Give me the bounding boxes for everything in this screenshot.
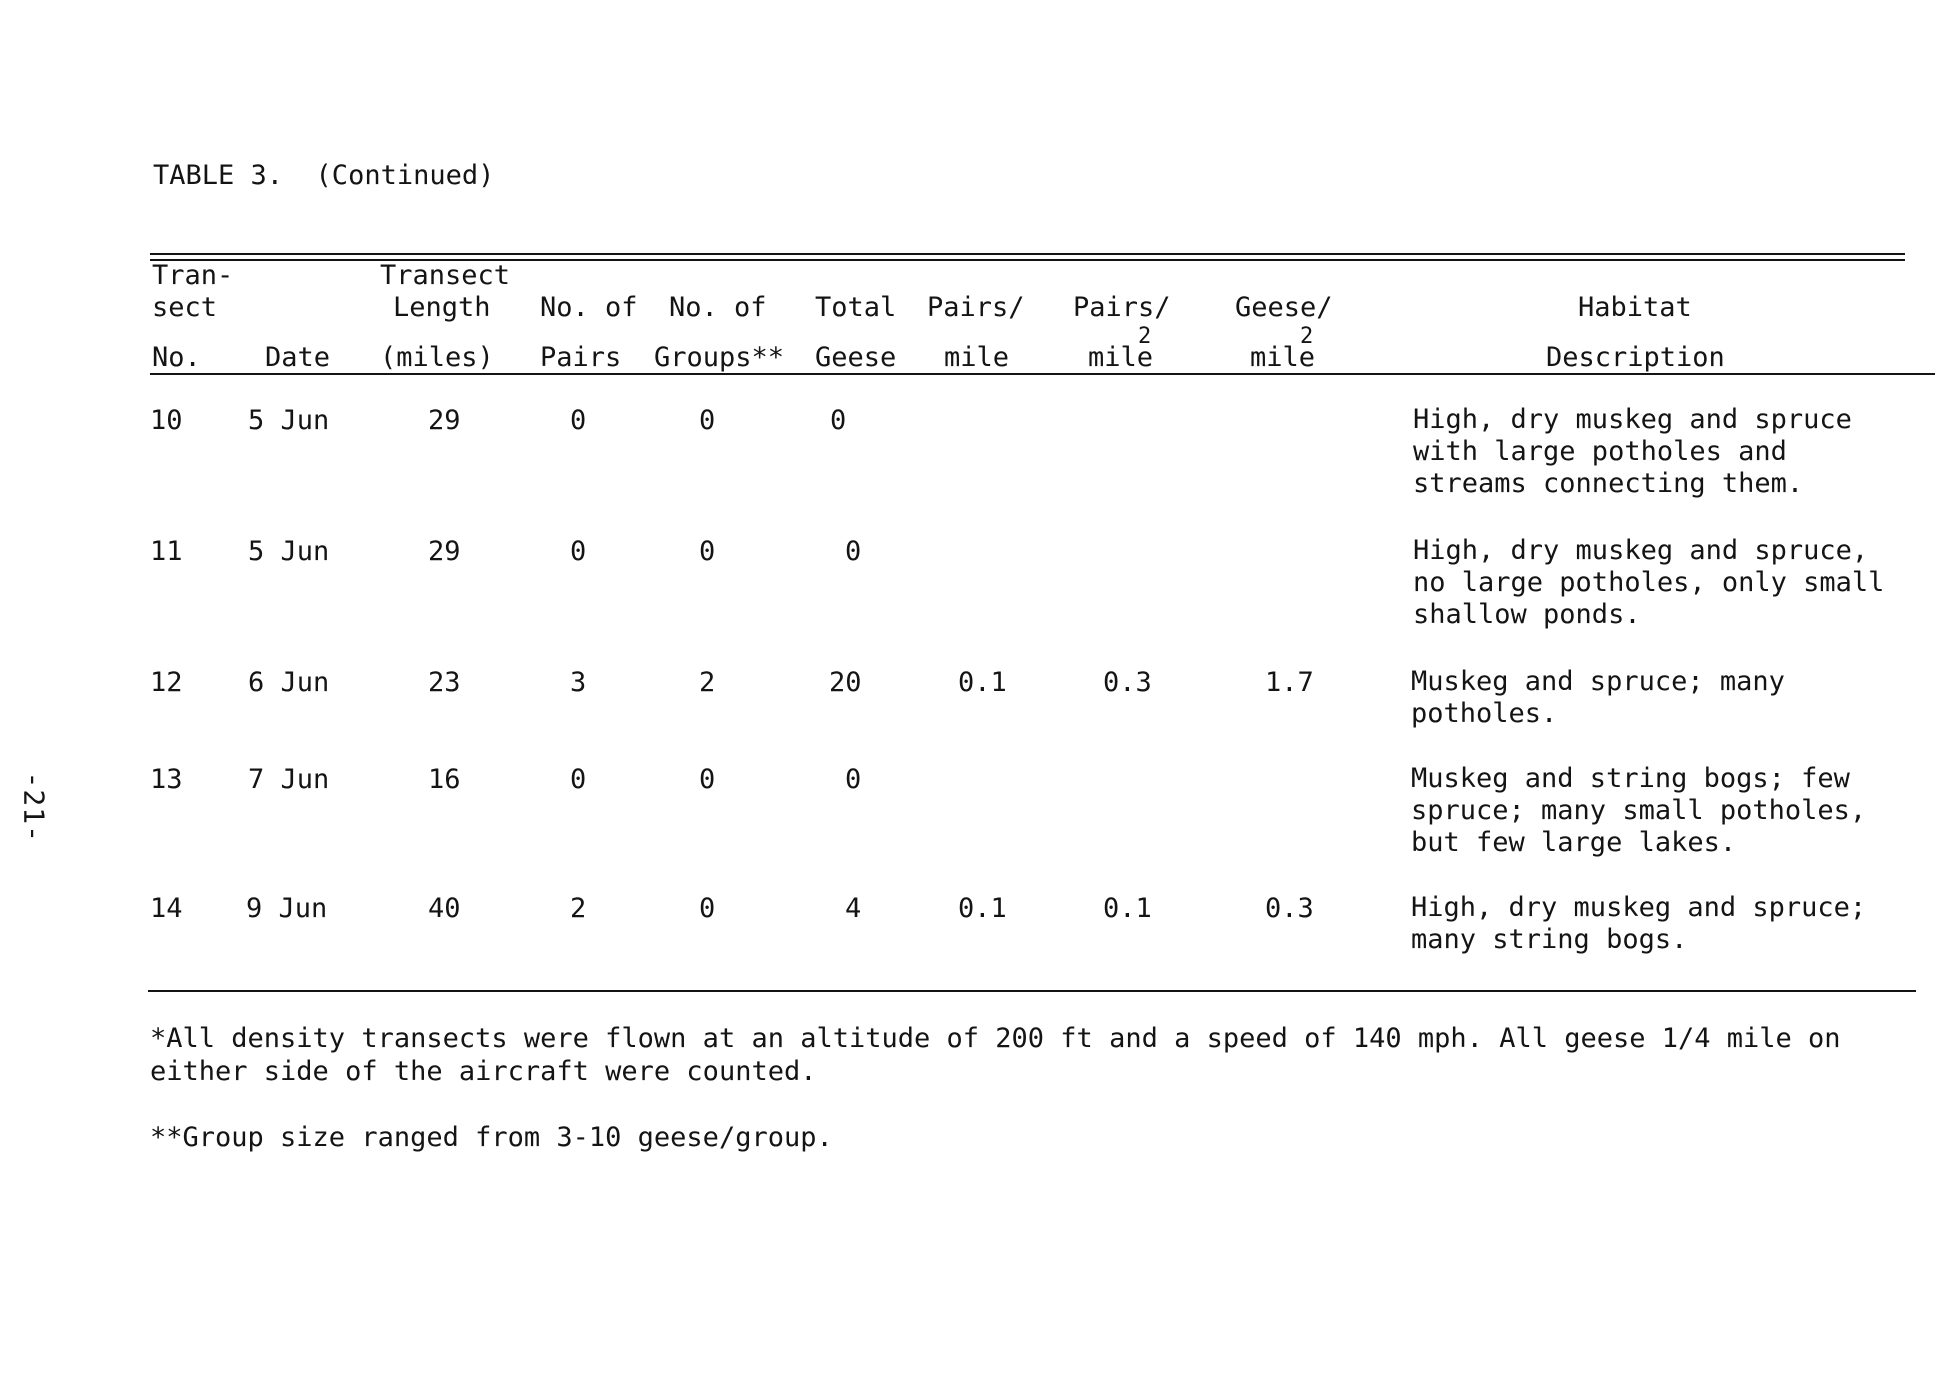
header-groups-2: Groups** xyxy=(654,342,785,373)
header-pairs-2: Pairs xyxy=(540,342,622,373)
row-11-no: 11 xyxy=(150,536,183,567)
row-10-habitat: High, dry muskeg and spruce with large potholes and streams connecting them. xyxy=(1413,404,1852,499)
row-12-pairs-mile: 0.1 xyxy=(958,667,1007,698)
header-geese-mile2-exp: 2 xyxy=(1300,324,1314,349)
header-pairs-mile2-1: Pairs/ xyxy=(1073,292,1171,323)
row-10-groups: 0 xyxy=(699,405,716,436)
row-13-length: 16 xyxy=(428,764,461,795)
row-14-habitat: High, dry muskeg and spruce; many string bogs. xyxy=(1411,892,1867,955)
header-pairs-mile-1: Pairs/ xyxy=(927,292,1025,323)
top-rule xyxy=(150,253,1905,255)
header-length-2: Length xyxy=(393,292,491,323)
row-10-geese: 0 xyxy=(830,405,847,436)
row-13-pairs: 0 xyxy=(570,764,587,795)
header-date: Date xyxy=(265,342,331,373)
row-14-length: 40 xyxy=(428,893,461,924)
header-geese-mile2-1: Geese/ xyxy=(1235,292,1333,323)
page-number: -21- xyxy=(17,771,51,843)
header-length-1: Transect xyxy=(380,260,511,291)
row-12-groups: 2 xyxy=(699,667,716,698)
row-13-habitat: Muskeg and string bogs; few spruce; many small potholes, but few large lakes. xyxy=(1411,763,1867,858)
row-11-geese: 0 xyxy=(845,536,862,567)
table-title: TABLE 3. (Continued) xyxy=(153,160,495,191)
header-pairs-mile-2: mile xyxy=(944,342,1010,373)
row-11-habitat: High, dry muskeg and spruce, no large potholes, only small shallow ponds. xyxy=(1413,535,1885,630)
row-12-pairs: 3 xyxy=(570,667,587,698)
row-14-groups: 0 xyxy=(699,893,716,924)
header-habitat-2: Description xyxy=(1546,342,1725,373)
row-10-date: 5 Jun xyxy=(248,405,330,436)
row-12-pairs-mile2: 0.3 xyxy=(1103,667,1152,698)
row-11-length: 29 xyxy=(428,536,461,567)
header-pairs-1: No. of xyxy=(540,292,638,323)
row-10-pairs: 0 xyxy=(570,405,587,436)
row-14-no: 14 xyxy=(150,893,183,924)
row-12-habitat: Muskeg and spruce; many potholes. xyxy=(1411,666,1785,729)
row-12-length: 23 xyxy=(428,667,461,698)
header-pairs-mile2-exp: 2 xyxy=(1138,324,1152,349)
row-14-date: 9 Jun xyxy=(246,893,328,924)
header-geese-mile2-2: mile xyxy=(1250,342,1316,373)
header-habitat-1: Habitat xyxy=(1578,292,1692,323)
bottom-rule xyxy=(148,990,1916,992)
header-length-3: (miles) xyxy=(380,342,494,373)
row-14-geese-mile2: 0.3 xyxy=(1265,893,1314,924)
header-rule xyxy=(150,373,1935,375)
row-11-pairs: 0 xyxy=(570,536,587,567)
row-11-groups: 0 xyxy=(699,536,716,567)
row-12-geese-mile2: 1.7 xyxy=(1265,667,1314,698)
header-geese-1: Total xyxy=(815,292,897,323)
header-geese-2: Geese xyxy=(815,342,897,373)
row-11-date: 5 Jun xyxy=(248,536,330,567)
row-14-pairs-mile: 0.1 xyxy=(958,893,1007,924)
row-14-geese: 4 xyxy=(845,893,862,924)
footnote-density: *All density transects were flown at an altitude of 200 ft and a speed of 140 mph. All geese 1/4 mile on either side of the aircraft were counted. xyxy=(150,1023,1841,1087)
row-12-geese: 20 xyxy=(829,667,862,698)
header-groups-1: No. of xyxy=(669,292,767,323)
row-13-groups: 0 xyxy=(699,764,716,795)
header-pairs-mile2-2: mile xyxy=(1088,342,1154,373)
row-12-date: 6 Jun xyxy=(248,667,330,698)
row-13-no: 13 xyxy=(150,764,183,795)
header-transect-2: sect xyxy=(152,292,218,323)
row-14-pairs: 2 xyxy=(570,893,587,924)
header-transect-3: No. xyxy=(152,342,201,373)
row-13-geese: 0 xyxy=(845,764,862,795)
row-14-pairs-mile2: 0.1 xyxy=(1103,893,1152,924)
row-10-no: 10 xyxy=(150,405,183,436)
footnote-group-size: **Group size ranged from 3-10 geese/group. xyxy=(150,1122,833,1153)
row-12-no: 12 xyxy=(150,667,183,698)
row-13-date: 7 Jun xyxy=(248,764,330,795)
header-transect-1: Tran- xyxy=(152,260,234,291)
row-10-length: 29 xyxy=(428,405,461,436)
